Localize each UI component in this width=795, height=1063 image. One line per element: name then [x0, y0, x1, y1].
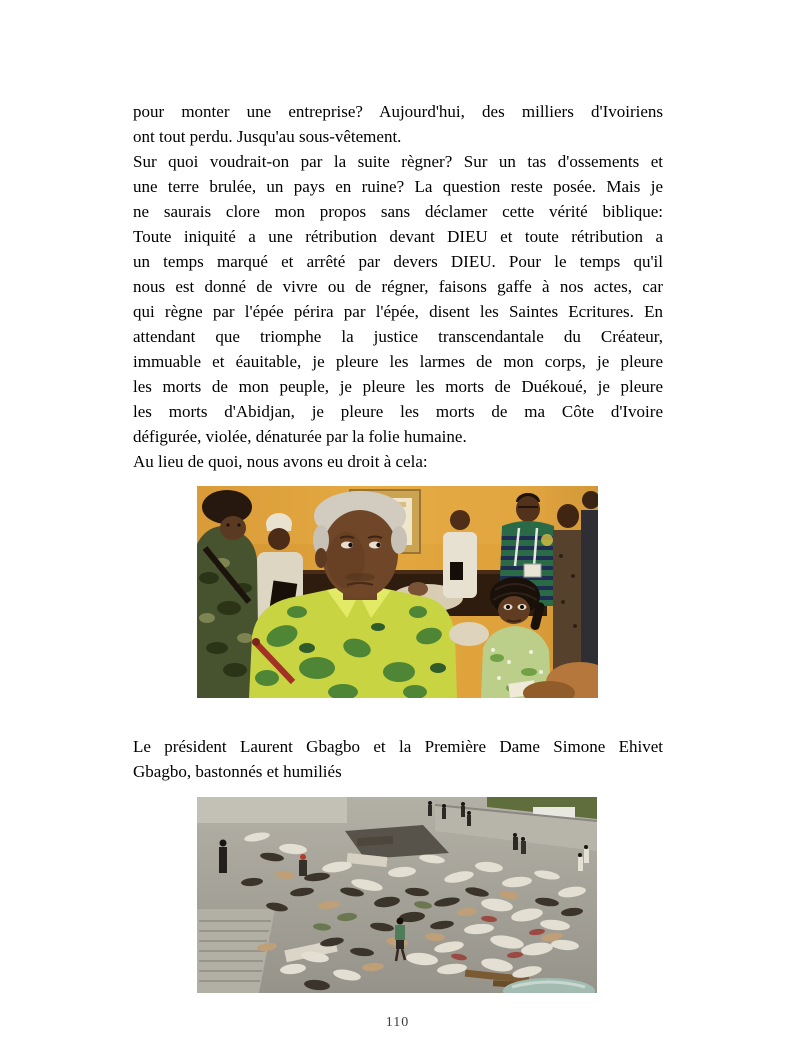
body-line: ne saurais clore mon propos sans déclamer cette vérité biblique: [133, 202, 663, 221]
body-line: nous est donné de vivre ou de régner, faisons gaffe à nos actes, car [133, 277, 663, 296]
body-line: Toute iniquité a une rétribution devant DIEU et toute rétribution a [133, 227, 663, 246]
body-line: pour monter une entreprise? Aujourd'hui, des milliers d'Ivoiriens [133, 102, 663, 121]
body-line: Sur quoi voudrait-on par la suite règner? Sur un tas d'ossements et [133, 152, 663, 171]
body-line: une terre brulée, un pays en ruine? La question reste posée. Mais je [133, 177, 663, 196]
body-line: ont tout perdu. Jusqu'au sous-vêtement. [133, 127, 402, 146]
body-line: les morts de mon peuple, je pleure les morts de Duékoué, je pleure [133, 377, 663, 396]
body-line: Au lieu de quoi, nous avons eu droit à cela: [133, 452, 428, 471]
body-line: attendant que triomphe la justice transcendantale du Créateur, [133, 327, 663, 346]
body-line: défigurée, violée, dénaturée par la folie humaine. [133, 427, 467, 446]
caption-line: Le président Laurent Gbagbo et la Première Dame Simone Ehivet [133, 737, 663, 756]
photo-gbagbo-arrest-illustration [197, 486, 598, 698]
body-line: qui règne par l'épée périra par l'épée, disent les Saintes Ecritures. En [133, 302, 663, 321]
caption-line: Gbagbo, bastonnés et humiliés [133, 762, 342, 781]
photo-victims [197, 797, 597, 993]
photo-victims-illustration [197, 797, 597, 993]
body-line: les morts d'Abidjan, je pleure les morts de ma Côte d'Ivoire [133, 402, 663, 421]
body-text-block [133, 99, 663, 474]
page-number: 110 [385, 1015, 410, 1030]
body-line: immuable et éauitable, je pleure les larmes de mon corps, je pleure [133, 352, 663, 371]
body-line: un temps marqué et arrêté par devers DIEU. Pour le temps qu'il [133, 252, 663, 271]
photo-caption [133, 734, 663, 784]
photo-gbagbo-arrest [197, 486, 598, 698]
